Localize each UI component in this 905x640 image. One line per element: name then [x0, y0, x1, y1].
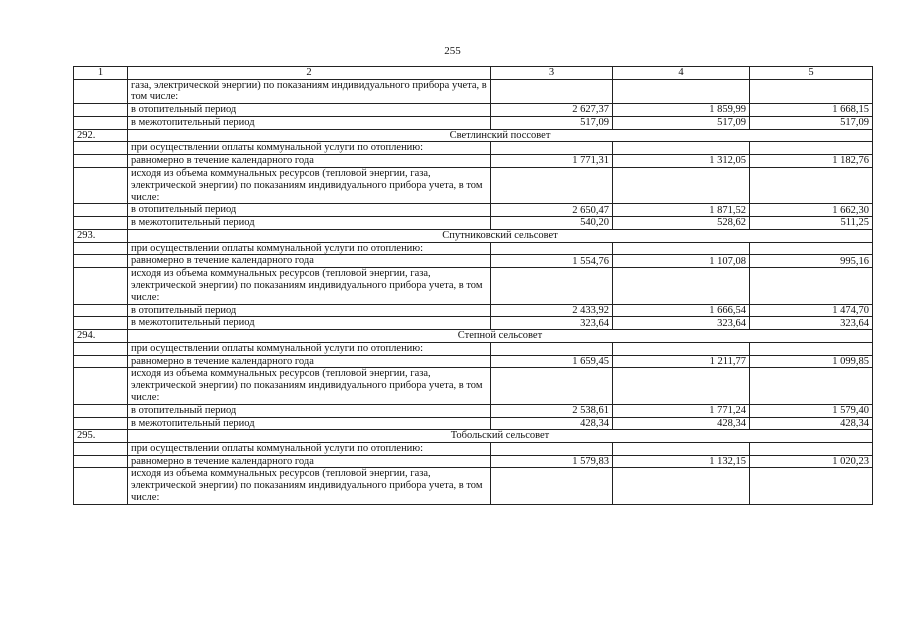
row-index: 295.	[74, 430, 128, 443]
index-cell	[74, 155, 128, 168]
value-cell	[491, 268, 613, 304]
description-cell: в отопительный период	[128, 204, 491, 217]
table-row	[74, 342, 873, 355]
description-cell: в отопительный период	[128, 304, 491, 317]
table-row	[74, 368, 873, 404]
value-cell: 1 668,15	[750, 104, 873, 117]
table-row	[74, 268, 873, 304]
value-cell: 2 433,92	[491, 304, 613, 317]
value-cell	[750, 342, 873, 355]
value-cell	[491, 368, 613, 404]
value-cell: 1 312,05	[613, 155, 750, 168]
value-cell: 1 554,76	[491, 255, 613, 268]
value-cell	[491, 79, 613, 104]
value-cell	[491, 142, 613, 155]
table-row	[74, 79, 873, 104]
table-row	[74, 217, 873, 230]
table-row	[74, 317, 873, 330]
description-cell: равномерно в течение календарного года	[128, 355, 491, 368]
value-cell: 323,64	[750, 317, 873, 330]
value-cell: 2 538,61	[491, 404, 613, 417]
description-cell: газа, электрической энергии) по показаниям индивидуального прибора учета, в том числе:	[128, 79, 491, 104]
value-cell	[613, 268, 750, 304]
index-cell	[74, 404, 128, 417]
description-cell: в отопительный период	[128, 104, 491, 117]
value-cell	[750, 142, 873, 155]
value-cell: 1 771,24	[613, 404, 750, 417]
index-cell	[74, 255, 128, 268]
value-cell: 1 771,31	[491, 155, 613, 168]
value-cell: 1 099,85	[750, 355, 873, 368]
tariff-table	[73, 66, 873, 505]
table-row	[74, 304, 873, 317]
value-cell	[613, 442, 750, 455]
description-cell: равномерно в течение календарного года	[128, 155, 491, 168]
value-cell	[613, 167, 750, 203]
index-cell	[74, 142, 128, 155]
settlement-name: Степной сельсовет	[128, 330, 873, 343]
value-cell	[750, 368, 873, 404]
page-number: 255	[444, 45, 461, 57]
index-cell	[74, 468, 128, 504]
value-cell: 1 579,40	[750, 404, 873, 417]
index-cell	[74, 317, 128, 330]
index-cell	[74, 204, 128, 217]
value-cell	[750, 268, 873, 304]
table-row	[74, 142, 873, 155]
description-cell: в межотопительный период	[128, 116, 491, 129]
value-cell	[613, 468, 750, 504]
settlement-name: Тобольский сельсовет	[128, 430, 873, 443]
table-row	[74, 155, 873, 168]
table-row	[74, 116, 873, 129]
value-cell	[750, 79, 873, 104]
value-cell: 1 182,76	[750, 155, 873, 168]
description-cell: исходя из объема коммунальных ресурсов (тепловой энергии, газа, электрической энергии) по показаниям индивидуального прибора учета, в том числе:	[128, 368, 491, 404]
value-cell	[613, 142, 750, 155]
value-cell	[750, 468, 873, 504]
table-row	[74, 442, 873, 455]
value-cell: 1 132,15	[613, 455, 750, 468]
section-row	[74, 430, 873, 443]
value-cell: 428,34	[491, 417, 613, 430]
value-cell: 528,62	[613, 217, 750, 230]
value-cell	[491, 167, 613, 203]
table-row	[74, 167, 873, 203]
table-header-row	[74, 67, 873, 80]
value-cell: 2 627,37	[491, 104, 613, 117]
index-cell	[74, 442, 128, 455]
value-cell: 1 474,70	[750, 304, 873, 317]
value-cell: 1 859,99	[613, 104, 750, 117]
settlement-name: Светлинский поссовет	[128, 129, 873, 142]
index-cell	[74, 116, 128, 129]
description-cell: исходя из объема коммунальных ресурсов (тепловой энергии, газа, электрической энергии) по показаниям индивидуального прибора учета, в том числе:	[128, 468, 491, 504]
description-cell: при осуществлении оплаты коммунальной услуги по отоплению:	[128, 442, 491, 455]
column-header: 3	[491, 67, 613, 80]
value-cell	[613, 368, 750, 404]
table-row	[74, 242, 873, 255]
table-row	[74, 404, 873, 417]
index-cell	[74, 104, 128, 117]
value-cell	[750, 167, 873, 203]
value-cell: 517,09	[750, 116, 873, 129]
row-index: 294.	[74, 330, 128, 343]
value-cell: 1 211,77	[613, 355, 750, 368]
section-row	[74, 129, 873, 142]
index-cell	[74, 79, 128, 104]
value-cell	[613, 242, 750, 255]
description-cell: равномерно в течение календарного года	[128, 255, 491, 268]
value-cell	[491, 242, 613, 255]
table-row	[74, 468, 873, 504]
value-cell	[491, 342, 613, 355]
index-cell	[74, 368, 128, 404]
table-row	[74, 417, 873, 430]
description-cell: исходя из объема коммунальных ресурсов (тепловой энергии, газа, электрической энергии) по показаниям индивидуального прибора учета, в том числе:	[128, 167, 491, 203]
description-cell: при осуществлении оплаты коммунальной услуги по отоплению:	[128, 242, 491, 255]
value-cell: 1 662,30	[750, 204, 873, 217]
table-row	[74, 104, 873, 117]
description-cell: в межотопительный период	[128, 417, 491, 430]
row-index: 292.	[74, 129, 128, 142]
value-cell: 511,25	[750, 217, 873, 230]
description-cell: в отопительный период	[128, 404, 491, 417]
value-cell: 1 020,23	[750, 455, 873, 468]
table-row	[74, 355, 873, 368]
table-row	[74, 204, 873, 217]
value-cell	[491, 442, 613, 455]
index-cell	[74, 167, 128, 203]
value-cell: 517,09	[613, 116, 750, 129]
value-cell	[613, 342, 750, 355]
table-row	[74, 455, 873, 468]
settlement-name: Спутниковский сельсовет	[128, 229, 873, 242]
value-cell	[750, 242, 873, 255]
index-cell	[74, 304, 128, 317]
index-cell	[74, 417, 128, 430]
index-cell	[74, 342, 128, 355]
description-cell: равномерно в течение календарного года	[128, 455, 491, 468]
value-cell: 323,64	[491, 317, 613, 330]
index-cell	[74, 268, 128, 304]
value-cell	[613, 79, 750, 104]
row-index: 293.	[74, 229, 128, 242]
column-header: 4	[613, 67, 750, 80]
description-cell: при осуществлении оплаты коммунальной услуги по отоплению:	[128, 342, 491, 355]
value-cell	[491, 468, 613, 504]
value-cell: 1 666,54	[613, 304, 750, 317]
index-cell	[74, 455, 128, 468]
index-cell	[74, 217, 128, 230]
value-cell: 1 659,45	[491, 355, 613, 368]
description-cell: при осуществлении оплаты коммунальной услуги по отоплению:	[128, 142, 491, 155]
value-cell: 540,20	[491, 217, 613, 230]
table-body	[74, 79, 873, 504]
value-cell: 1 107,08	[613, 255, 750, 268]
value-cell: 428,34	[613, 417, 750, 430]
value-cell: 1 871,52	[613, 204, 750, 217]
section-row	[74, 330, 873, 343]
value-cell: 995,16	[750, 255, 873, 268]
description-cell: в межотопительный период	[128, 217, 491, 230]
column-header: 2	[128, 67, 491, 80]
section-row	[74, 229, 873, 242]
value-cell: 323,64	[613, 317, 750, 330]
value-cell: 428,34	[750, 417, 873, 430]
index-cell	[74, 355, 128, 368]
index-cell	[74, 242, 128, 255]
column-header: 5	[750, 67, 873, 80]
value-cell: 1 579,83	[491, 455, 613, 468]
description-cell: исходя из объема коммунальных ресурсов (тепловой энергии, газа, электрической энергии) по показаниям индивидуального прибора учета, в том числе:	[128, 268, 491, 304]
value-cell: 517,09	[491, 116, 613, 129]
value-cell	[750, 442, 873, 455]
table-row	[74, 255, 873, 268]
description-cell: в межотопительный период	[128, 317, 491, 330]
value-cell: 2 650,47	[491, 204, 613, 217]
column-header: 1	[74, 67, 128, 80]
